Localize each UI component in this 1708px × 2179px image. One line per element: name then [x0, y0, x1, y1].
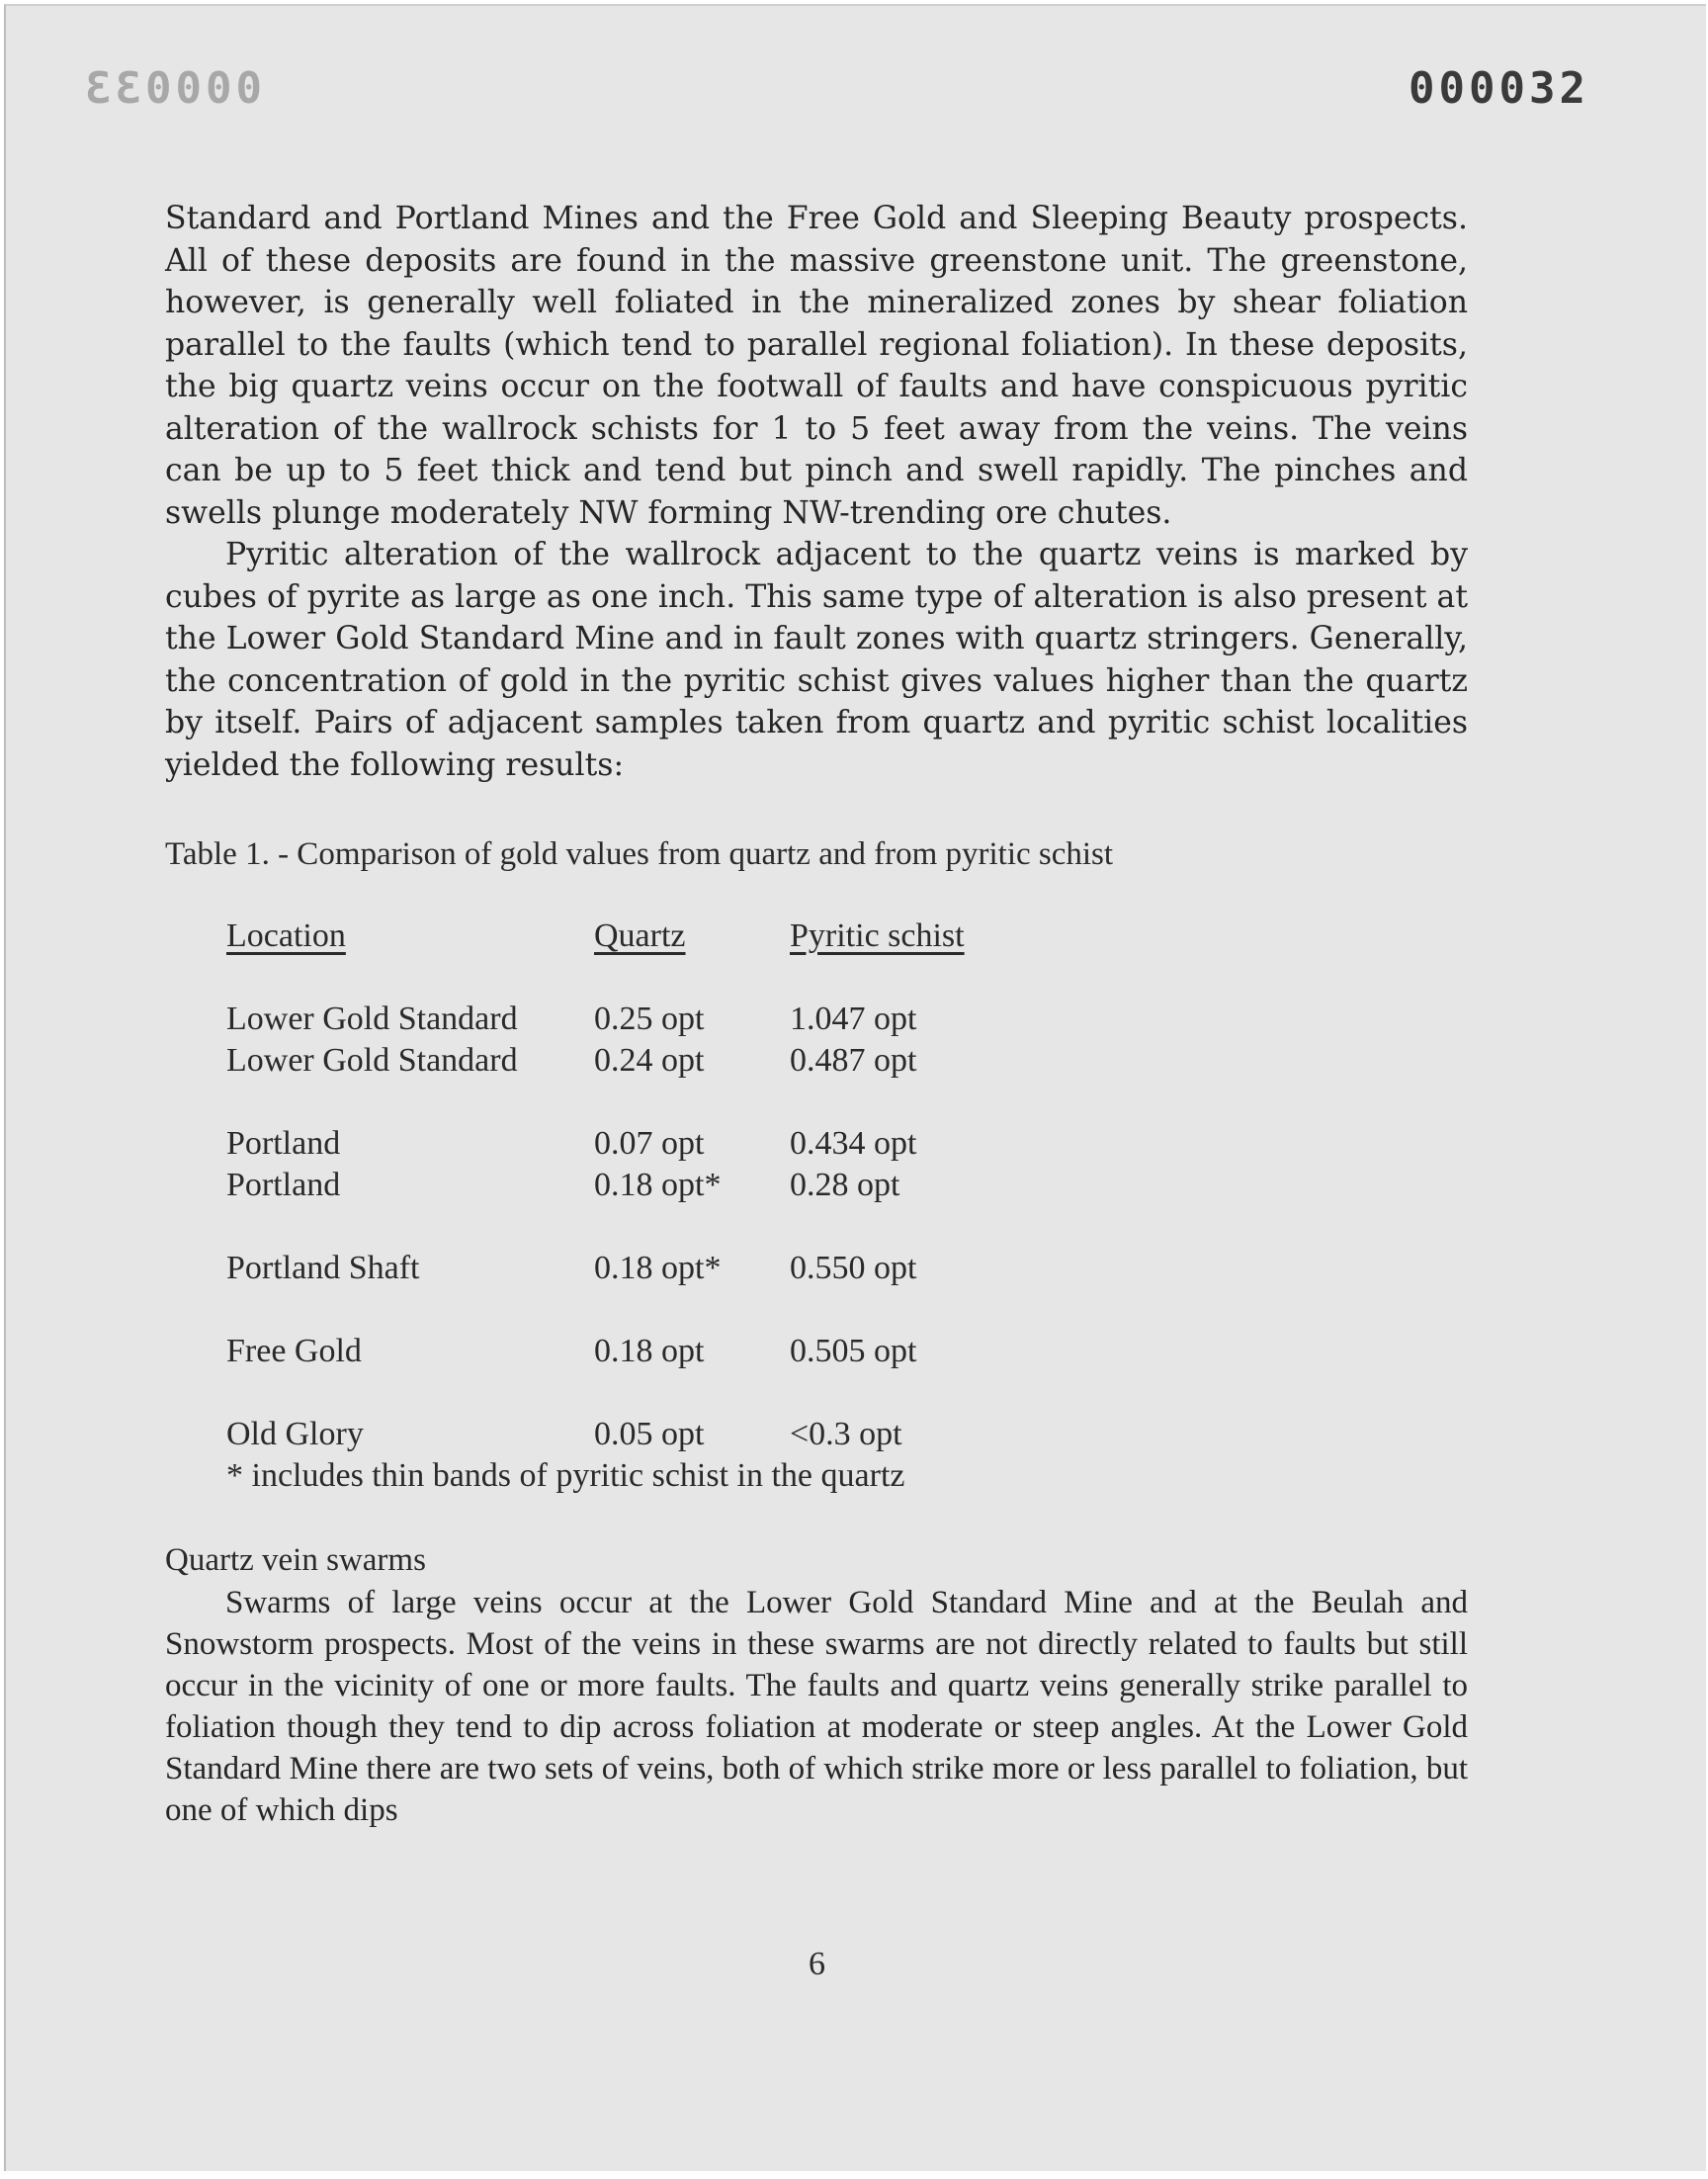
cell-quartz: 0.18 opt [594, 1333, 705, 1369]
paragraph-continued: Standard and Portland Mines and the Free Gold and Sleeping Beauty prospects. All of these deposits are found in the massive greenstone unit. The greenstone, however, is generally well foliated in the mineralized zones by shear foliation parallel to the faults (which tend to parallel regional foliation). In these deposits, the big quartz veins occur on the footwall of faults and have conspicuous pyritic alteration of the wallrock schists for 1 to 5 feet away from the veins. The veins can be up to 5 feet thick and tend but pinch and swell rapidly. The pinches and swells plunge moderately NW forming NW-trending ore chutes. [165, 201, 1468, 531]
table-spacer [226, 1206, 1047, 1248]
table-row [226, 1165, 1047, 1206]
table-row [226, 1040, 1047, 1082]
cell-location: Portland Shaft [226, 1250, 420, 1286]
cell-location: Lower Gold Standard [226, 1042, 518, 1079]
cell-location: Portland [226, 1167, 341, 1203]
page-body [165, 198, 1468, 1831]
cell-location: Old Glory [226, 1416, 364, 1452]
bates-stamp: 000032 [1409, 63, 1589, 114]
table-spacer [226, 1372, 1047, 1414]
table-footnote: * includes thin bands of pyritic schist in the quartz [226, 1457, 905, 1494]
cell-quartz: 0.18 opt* [594, 1250, 722, 1286]
table-row [226, 1331, 1047, 1372]
gold-values-table [226, 915, 1047, 1455]
cell-pyritic-schist: 0.550 opt [790, 1250, 917, 1286]
table-row [226, 1248, 1047, 1289]
cell-quartz: 0.18 opt* [594, 1167, 722, 1203]
table-row [226, 1123, 1047, 1165]
paragraph-pyritic-alteration: Pyritic alteration of the wallrock adjacent to the quartz veins is marked by cubes of pyrite as large as one inch. This same type of alteration is also present at the Lower Gold Standard Mine and in fault zones with quartz stringers. Generally, the concentration of gold in the pyritic schist gives values higher than the quartz by itself. Pairs of adjacent samples taken from quartz and pyritic schist localities yielded the following results: [165, 537, 1468, 783]
cell-pyritic-schist: <0.3 opt [790, 1416, 902, 1452]
cell-quartz: 0.24 opt [594, 1042, 705, 1079]
table-row [226, 999, 1047, 1040]
cell-quartz: 0.25 opt [594, 1001, 705, 1037]
scanned-page [4, 4, 1706, 2171]
header-quartz: Quartz [594, 917, 686, 954]
cell-pyritic-schist: 1.047 opt [790, 1001, 917, 1037]
cell-quartz: 0.07 opt [594, 1125, 705, 1162]
cell-pyritic-schist: 0.487 opt [790, 1042, 917, 1079]
cell-location: Portland [226, 1125, 341, 1162]
table-spacer [226, 957, 1047, 999]
header-pyritic-schist: Pyritic schist [790, 917, 965, 954]
table-row [226, 1414, 1047, 1455]
table-spacer [226, 1289, 1047, 1331]
paragraph-vein-swarms: Swarms of large veins occur at the Lower Gold Standard Mine and at the Beulah and Snowstorm prospects. Most of the veins in these swarms are not directly related to faults but still occur in the vicinity of one or more faults. The faults and quartz veins generally strike parallel to foliation though they tend to dip across foliation at moderate or steep angles. At the Lower Gold Standard Mine there are two sets of veins, both of which strike more or less parallel to foliation, but one of which dips [165, 1585, 1468, 1828]
cell-quartz: 0.05 opt [594, 1416, 705, 1452]
section-heading: Quartz vein swarms [165, 1542, 426, 1578]
cell-pyritic-schist: 0.505 opt [790, 1333, 917, 1369]
cell-pyritic-schist: 0.434 opt [790, 1125, 917, 1162]
bates-stamp-bleedthrough: 000033 [81, 63, 262, 114]
cell-pyritic-schist: 0.28 opt [790, 1167, 900, 1203]
cell-location: Lower Gold Standard [226, 1001, 518, 1037]
table-caption: Table 1. - Comparison of gold values from quartz and from pyritic schist [165, 836, 1114, 872]
page-number: 6 [809, 1946, 825, 1982]
table-spacer [226, 1082, 1047, 1123]
header-location: Location [226, 917, 346, 954]
table-header-row [226, 915, 1047, 957]
cell-location: Free Gold [226, 1333, 362, 1369]
